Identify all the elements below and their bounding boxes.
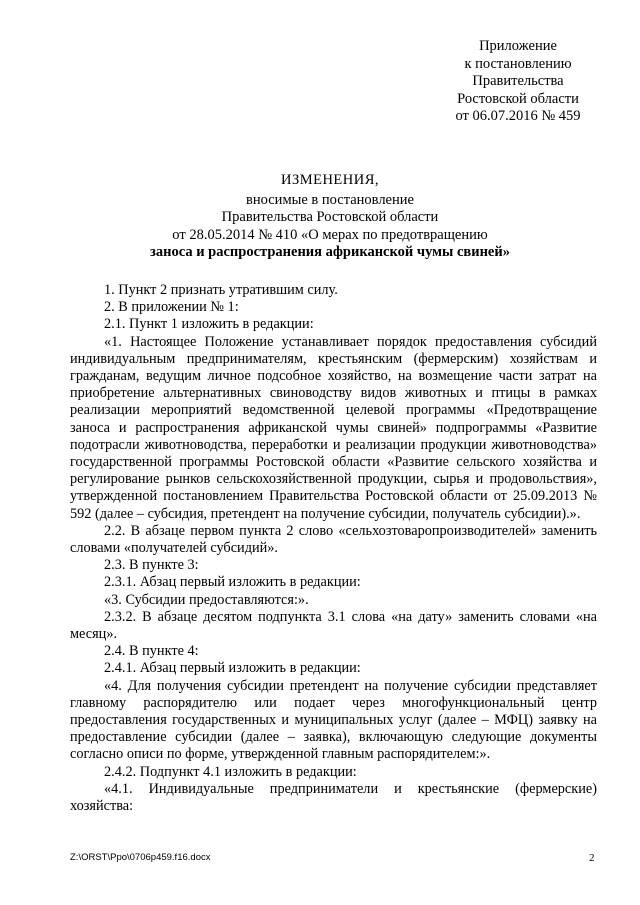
heading-title: ИЗМЕНЕНИЯ,: [280, 172, 380, 188]
heading-line: вносимые в постановление: [246, 191, 414, 208]
heading-line: Правительства Ростовской области: [221, 209, 439, 225]
paragraph: 2.3.1. Абзац первый изложить в редакции:: [104, 574, 361, 591]
annex-line: от 06.07.2016 № 459: [455, 108, 581, 124]
annex-line: Правительства: [472, 73, 564, 89]
annex-line: к постановлению: [464, 55, 572, 72]
paragraph: «3. Субсидии предоставляются:».: [104, 591, 309, 608]
paragraph: 2.4. В пункте 4:: [104, 643, 199, 660]
paragraph: 2.4.1. Абзац первый изложить в редакции:: [104, 660, 361, 677]
footer-file-path: Z:\ORST\Ppo\0706p459.f16.docx: [70, 852, 211, 863]
heading-line: от 28.05.2014 № 410 «О мерах по предотвращению: [172, 226, 488, 243]
document-heading: [70, 172, 590, 262]
paragraph: 2.4.2. Подпункт 4.1 изложить в редакции:: [104, 763, 357, 780]
page-number: 2: [589, 852, 595, 864]
annex-line: Ростовской области: [457, 90, 579, 107]
paragraph: 2. В приложении № 1:: [104, 299, 239, 316]
heading-line: заноса и распространения африканской чумы свиней»: [150, 244, 510, 260]
paragraph: 2.3. В пункте 3:: [104, 557, 199, 574]
annex-line: Приложение: [479, 38, 557, 54]
document-body: [70, 282, 597, 815]
paragraph: 2.1. Пункт 1 изложить в редакции:: [104, 316, 314, 333]
paragraph: «4.1. Индивидуальные предприниматели и крестьянские (фермерские) хозяйства:: [70, 780, 597, 815]
annex-header: [418, 38, 618, 126]
paragraph: 2.2. В абзаце первом пункта 2 слово «сельхозтоваропроизводителей» заменить словами «получателей субсидий».: [70, 522, 597, 557]
paragraph: «1. Настоящее Положение устанавливает порядок предоставления субсидий индивидуальным предпринимателям, крестьянским (фермерским) хозяйствам и гражданам, ведущим личное подсобное хозяйство, на возмещение части затрат на приобретение альтернативных свиноводству видов животных и птицы в рамках реализации мероприятий ведомственной целевой программы «Предотвращение заноса и распространения африканской чумы свиней» подпрограммы «Развитие подотрасли животноводства, переработки и реализации продукции животноводства» государственной программы Ростовской области «Развитие сельского хозяйства и регулирование рынков сельскохозяйственной продукции, сырья и продовольствия», утвержденной постановлением Правительства Ростовской области от 25.09.2013 № 592 (далее – субсидия, претендент на получение субсидии, получатель субсидии).».: [70, 333, 597, 522]
paragraph: «4. Для получения субсидии претендент на получение субсидии представляет главному распорядителю или подает через многофункциональный центр предоставления государственных и муниципальных услуг (далее – МФЦ) заявку на предоставление субсидии (далее – заявка), включающую следующие документы согласно описи по форме, утвержденной главным распорядителем:».: [70, 677, 597, 763]
paragraph: 2.3.2. В абзаце десятом подпункта 3.1 слова «на дату» заменить словами «на месяц».: [70, 608, 597, 643]
paragraph: 1. Пункт 2 признать утратившим силу.: [104, 282, 338, 298]
